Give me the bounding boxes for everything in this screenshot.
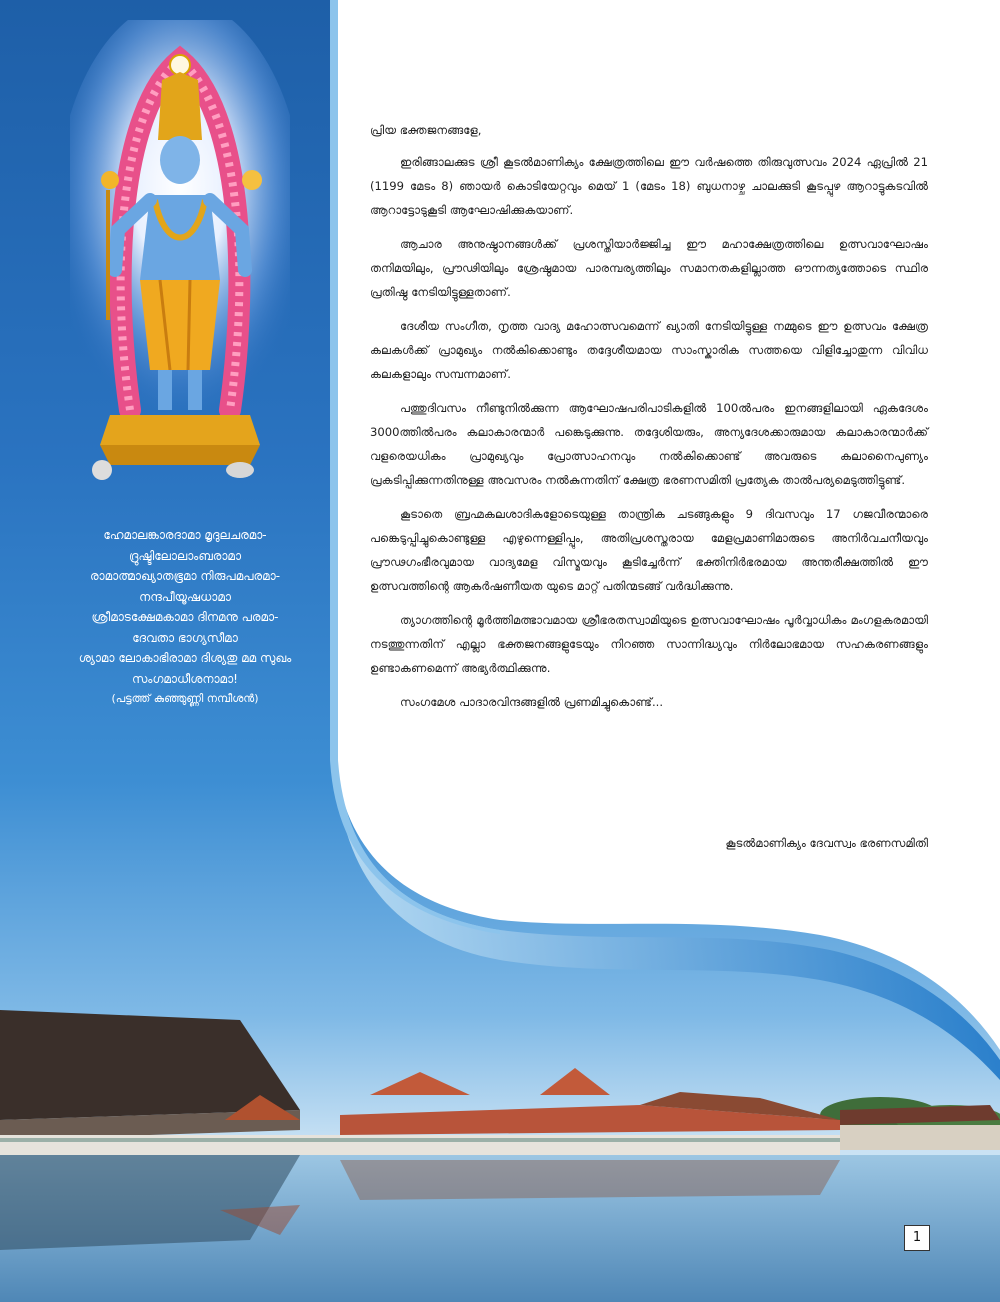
poem-line: നന്ദപീയൂഷധാമാ xyxy=(139,589,231,604)
letter-paragraph: ആചാര അനുഷ്ഠാനങ്ങൾക്ക് പ്രശസ്തിയാർജ്ജിച്ച ഈ മഹാക്ഷേത്രത്തിലെ ഉത്സവാഘോഷം തനിമയിലും, പ്രൗഢിയിലും ശ്രേഷ്ഠമായ പാരമ്പര്യത്തിലും സമാനതകളില്ലാത്ത ഔന്നത്യത്തോടെ സ്ഥിര പ്രതിഷ്ഠ നേടിയിട്ടുള്ളതാണ്. xyxy=(370,237,928,299)
letter-paragraph: പത്തുദിവസം നീണ്ടുനിൽക്കുന്ന ആഘോഷപരിപാടികളിൽ 100ൽപരം ഇനങ്ങളിലായി ഏകദേശം 3000ത്തിൽപരം കലാകാരന്മാർ പങ്കെടുക്കുന്നു. തദ്ദേശിയരും, അന്യദേശക്കാരുമായ കലാകാരന്മാർക്ക് വളരെയധികം പ്രാമുഖ്യവും പ്രോത്സാഹനവും നൽകിക്കൊണ്ട് അവരുടെ കലാനൈപുണ്യം പ്രകടിപ്പിക്കുന്നതിനുള്ള അവസരം നൽകുന്നതിന് ക്ഷേത്ര ഭരണസമിതി പ്രത്യേക താൽപര്യമെടുത്തിട്ടുണ്ട്. xyxy=(370,401,928,487)
poem-line: ദേവതാ ഭാഗ്യസീമാ xyxy=(132,630,238,645)
letter-salutation: പ്രിയ ഭക്തജനങ്ങളേ, xyxy=(370,123,482,137)
temple-pond-photo xyxy=(0,1010,1000,1302)
letter-body xyxy=(370,118,928,724)
letter-paragraph: ഇരിങ്ങാലക്കുട ശ്രീ കൂടൽമാണിക്യം ക്ഷേത്രത്തിലെ ഈ വർഷത്തെ തിരുവുത്സവം 2024 ഏപ്രിൽ 21 (1199 മേടം 8) ഞായർ കൊടിയേറ്റവും മെയ് 1 (മേടം 18) ബുധനാഴ്ച ചാലക്കുടി കൂടപ്പുഴ ആറാട്ടുകടവിൽ ആറാട്ടോടുകൂടി ആഘോഷിക്കുകയാണ്. xyxy=(370,155,928,217)
letter-signature: കൂടൽമാണിക്യം ദേവസ്വം ഭരണസമിതി xyxy=(725,836,928,850)
letter-paragraph: കൂടാതെ ബ്രഹ്മകലശാദികളോടെയുള്ള താന്ത്രിക ചടങ്ങുകളും 9 ദിവസവും 17 ഗജവീരന്മാരെ പങ്കെടുപ്പിച്ചുകൊണ്ടുള്ള എഴുന്നെള്ളിപ്പും, അതിപ്രശസ്തരായ മേളപ്രമാണിമാരുടെ അനിർവചനീയവും പ്രൗഢഗംഭീരവുമായ വാദ്യമേള വിസ്മയവും കൂടിച്ചേർന്ന് ഭക്തിനിർഭരമായ അന്തരീക്ഷത്തിൽ ഈ ഉത്സവത്തിന്റെ ആകർഷണീയത യുടെ മാറ്റ് പതിന്മടങ്ങ് വർദ്ധിക്കുന്നു. xyxy=(370,507,928,593)
deity-illustration xyxy=(70,20,290,490)
poem-line: ശ്യാമാ ലോകാഭിരാമാ ദിശ്യതു മമ സുഖം xyxy=(78,651,292,665)
poem-line: സംഗമാധീശനാമാ! xyxy=(132,671,238,686)
poem-line: ഹേമാലങ്കാരദാമാ മൃദുലചരമാ- xyxy=(103,528,267,542)
letter-closing: സംഗമേശ പാദാരവിന്ദങ്ങളിൽ പ്രണമിച്ചുകൊണ്ട്... xyxy=(400,695,664,709)
poem-credit: (പട്ടത്ത് കുഞ്ഞുണ്ണി നമ്പീശൻ) xyxy=(111,692,259,705)
poem-block xyxy=(40,525,330,710)
poem-line: രാമാത്മാഖ്യാതഭൂമാ നിരുപമപരമാ- xyxy=(89,569,281,583)
poem-line: ദ്രുഷ്ടിലോലാംബരാമാ xyxy=(128,548,242,563)
poem-line: ശ്രീമാടക്ഷേമകാമാ ദിനമനു പരമാ- xyxy=(91,610,279,624)
page-number: 1 xyxy=(904,1225,930,1251)
letter-paragraph: ദേശീയ സംഗീത, നൃത്ത വാദ്യ മഹോത്സവമെന്ന് ഖ്യാതി നേടിയിട്ടുള്ള നമ്മുടെ ഈ ഉത്സവം ക്ഷേത്ര കലകൾക്ക് പ്രാമുഖ്യം നൽകിക്കൊണ്ടും തദ്ദേശീയമായ സാംസ്കാരിക സത്തയെ വിളിച്ചോതുന്ന വിവിധ കലകളാലും സമ്പന്നമാണ്. xyxy=(370,319,928,381)
letter-paragraph: ത്യാഗത്തിന്റെ മൂർത്തിമത്ഭാവമായ ശ്രീഭരതസ്വാമിയുടെ ഉത്സവാഘോഷം പൂർവ്വാധികം മംഗളകരമായി നടത്തുന്നതിന് എല്ലാ ഭക്തജനങ്ങളുടേയും നിറഞ്ഞ സാന്നിദ്ധ്യവും നിർലോഭമായ സഹകരണങ്ങളും ഉണ്ടാകണമെന്ന് അഭ്യർത്ഥിക്കുന്നു. xyxy=(370,613,928,675)
